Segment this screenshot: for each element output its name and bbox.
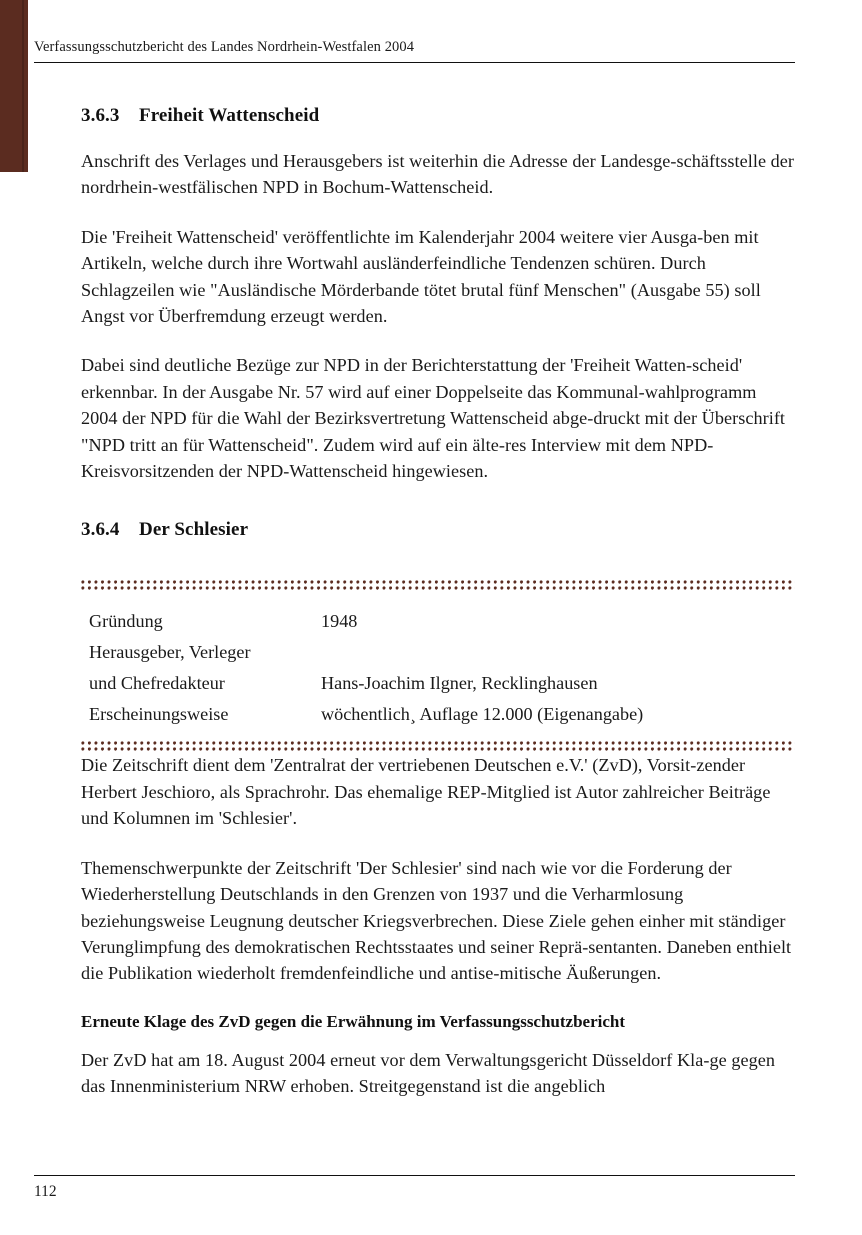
paragraph: Dabei sind deutliche Bezüge zur NPD in der Berichterstattung der 'Freiheit Watten-scheid' erkennbar. In der Ausgabe Nr. 57 wird auf einer Doppelseite das Kommunal-wahlprogramm 2004 der NPD für die Wahl der Bezirksvertretung Wattenscheid abge-druckt mit der Überschrift "NPD tritt an für Wattenscheid". Zudem wird auf ein älte-res Interview mit dem NPD-Kreisvorsitzenden der NPD-Wattenscheid hingewiesen.	[81, 355, 786, 482]
paragraph: Die 'Freiheit Wattenscheid' veröffentlichte im Kalenderjahr 2004 weitere vier Ausga-ben mit Artikeln, welche durch ihre Wortwahl ausländerfeindliche Tendenzen schüren. Durch Schlagzeilen wie "Ausländische Mörderbande tötet brutal fünf Menschen" (Ausgabe 55) soll Angst vor Überfremdung erzeugt werden.	[81, 226, 761, 327]
table-row	[81, 591, 795, 637]
section-heading-3-6-3	[81, 104, 795, 128]
info-value: 1948	[321, 611, 358, 632]
page-content	[81, 104, 795, 1100]
dotted-rule-top	[81, 580, 795, 591]
info-value	[321, 637, 795, 668]
section-number: 3.6.4	[81, 519, 120, 541]
section-number: 3.6.3	[81, 105, 120, 126]
left-corner-tab	[0, 0, 28, 172]
page-number: 112	[34, 1183, 57, 1200]
info-label: Erscheinungsweise	[89, 704, 229, 725]
paragraph: Der ZvD hat am 18. August 2004 erneut vor dem Verwaltungsgericht Düsseldorf Kla-ge gegen das Innenministerium NRW erhoben. Streitgegenstand ist die angeblich	[81, 1049, 776, 1097]
table-row	[81, 699, 795, 741]
info-label: Herausgeber, Verleger	[89, 642, 251, 663]
section-title: Der Schlesier	[139, 519, 249, 541]
info-label: Gründung	[89, 611, 163, 632]
footer-rule	[34, 1175, 795, 1176]
table-row	[81, 668, 795, 699]
info-label: und Chefredakteur	[89, 673, 225, 694]
paragraph: Themenschwerpunkte der Zeitschrift 'Der Schlesier' sind nach wie vor die Forderung der Wiederherstellung Deutschlands in den Grenzen von 1937 und die Verharmlosung beziehungsweise Leugnung deutscher Kriegsverbrechen. Diese Ziele gehen einher mit ständiger Verunglimpfung des demokratischen Rechtsstaates und seiner Reprä-sentanten. Daneben enthielt die Publikation wiederholt fremdenfeindliche und antise-mitische Äußerungen.	[81, 857, 792, 984]
info-value: wöchentlich¸ Auflage 12.000 (Eigenangabe)	[321, 704, 644, 725]
info-value: Hans-Joachim Ilgner, Recklinghausen	[321, 673, 598, 694]
header-rule	[34, 62, 795, 63]
subsection-heading: Erneute Klage des ZvD gegen die Erwähnung im Verfassungsschutzbericht	[81, 1011, 626, 1031]
running-head	[34, 38, 795, 56]
paragraph: Anschrift des Verlages und Herausgebers ist weiterhin die Adresse der Landesge-schäftsstelle der nordrhein-westfälischen NPD in Bochum-Wattenscheid.	[81, 151, 795, 198]
dotted-rule-bottom	[81, 741, 795, 752]
running-head-text: Verfassungsschutzbericht des Landes Nordrhein-Westfalen 2004	[34, 39, 415, 55]
section-title: Freiheit Wattenscheid	[139, 105, 320, 126]
publication-info-table	[81, 591, 795, 741]
paragraph: Die Zeitschrift dient dem 'Zentralrat der vertriebenen Deutschen e.V.' (ZvD), Vorsit-zender Herbert Jeschioro, als Sprachrohr. Das ehemalige REP-Mitglied ist Autor zahlreicher Beiträge und Kolumnen im 'Schlesier'.	[81, 755, 771, 829]
left-corner-tab-stripe	[22, 0, 24, 172]
table-row	[81, 637, 795, 668]
section-heading-3-6-4	[81, 518, 795, 542]
